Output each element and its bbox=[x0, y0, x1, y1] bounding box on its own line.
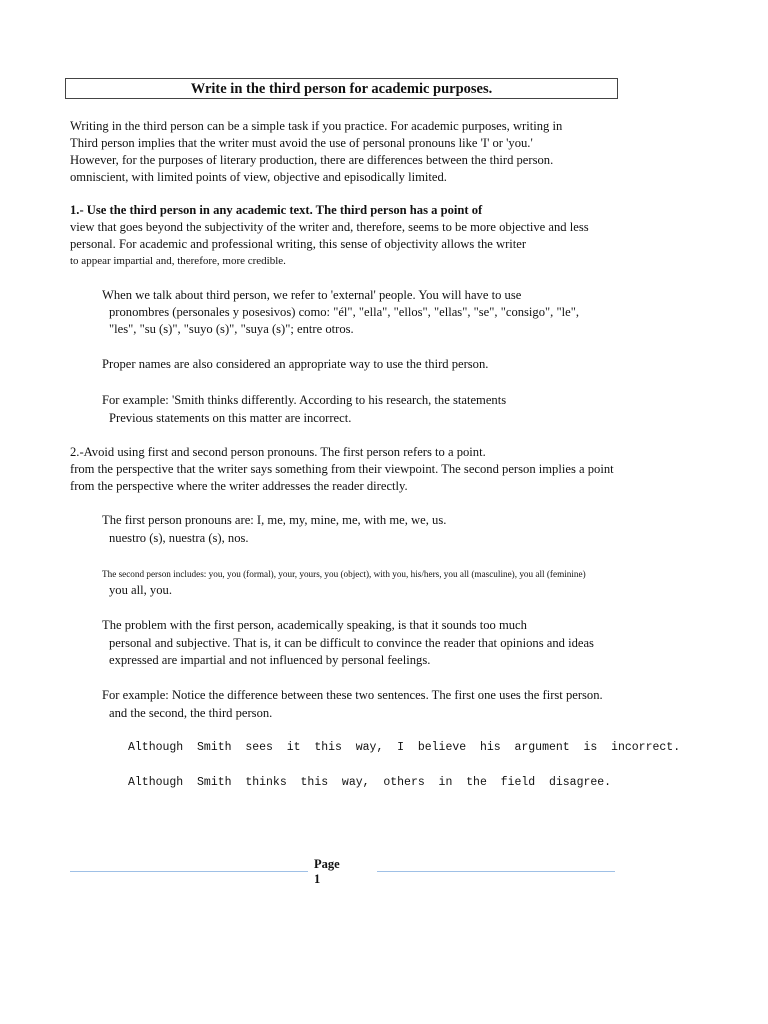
bullet-item bbox=[90, 392, 690, 409]
bullet-continuation: personal and subjective. That is, it can be difficult to convince the reader that opinions and ideas bbox=[109, 636, 594, 650]
bullet-text: The problem with the first person, academically speaking, is that it sounds too much bbox=[102, 618, 527, 632]
bullet-item bbox=[90, 512, 690, 529]
section-1-line: view that goes beyond the subjectivity of the writer and, therefore, seems to be more objective and less bbox=[70, 220, 589, 234]
bullet-continuation: nuestro (s), nuestra (s), nos. bbox=[109, 531, 249, 545]
example-sentence-third-person: Although Smith thinks this way, others in the field disagree. bbox=[128, 776, 612, 789]
bullet-text: For example: Notice the difference between these two sentences. The first one uses the first person. bbox=[102, 688, 603, 702]
example-sentence-first-person: Although Smith sees it this way, I believe his argument is incorrect. bbox=[128, 741, 681, 754]
intro-line: Writing in the third person can be a simple task if you practice. For academic purposes, writing in bbox=[70, 119, 563, 133]
intro-line: Third person implies that the writer must avoid the use of personal pronouns like 'I' or 'you.' bbox=[70, 136, 533, 150]
bullet-continuation: Previous statements on this matter are incorrect. bbox=[109, 411, 352, 425]
bullet-item bbox=[90, 687, 690, 704]
page-label: Page bbox=[314, 857, 340, 871]
bullet-continuation: "les", "su (s)", "suyo (s)", "suya (s)"; entre otros. bbox=[109, 322, 354, 336]
bullet-text: The first person pronouns are: I, me, my, mine, me, with me, we, us. bbox=[102, 513, 447, 527]
bullet-item bbox=[90, 566, 690, 583]
intro-line: omniscient, with limited points of view, objective and episodically limited. bbox=[70, 170, 447, 184]
bullet-text: For example: 'Smith thinks differently. According to his research, the statements bbox=[102, 393, 507, 407]
bullet-item bbox=[90, 356, 690, 373]
section-1-line: personal. For academic and professional writing, this sense of objectivity allows the writer bbox=[70, 237, 527, 251]
bullet-continuation: and the second, the third person. bbox=[109, 706, 273, 720]
intro-line: However, for the purposes of literary production, there are differences between the third person. bbox=[70, 153, 554, 167]
bullet-text: When we talk about third person, we refer to 'external' people. You will have to use bbox=[102, 288, 522, 302]
page-number bbox=[314, 857, 340, 887]
footer-rule-right bbox=[377, 871, 615, 872]
section-1-heading: 1.- Use the third person in any academic text. The third person has a point of bbox=[70, 203, 483, 217]
bullet-continuation: pronombres (personales y posesivos) como: "él", "ella", "ellos", "ellas", "se", "consigo", "le", bbox=[109, 305, 579, 319]
section-2-line: from the perspective where the writer addresses the reader directly. bbox=[70, 479, 408, 493]
section-2-line: 2.-Avoid using first and second person pronouns. The first person refers to a point. bbox=[70, 445, 486, 459]
page-number-value: 1 bbox=[314, 872, 321, 886]
bullet-item bbox=[90, 287, 690, 304]
page-title: Write in the third person for academic purposes. bbox=[65, 78, 618, 99]
bullet-text: Proper names are also considered an appropriate way to use the third person. bbox=[102, 357, 489, 371]
footer-rule-left bbox=[70, 871, 308, 872]
bullet-continuation: you all, you. bbox=[109, 583, 172, 597]
bullet-item bbox=[90, 617, 690, 634]
bullet-text: The second person includes: you, you (formal), your, yours, you (object), with you, his/hers, you all (masculine), you all (feminine) bbox=[102, 569, 586, 579]
bullet-continuation: expressed are impartial and not influenced by personal feelings. bbox=[109, 653, 431, 667]
section-2-line: from the perspective that the writer says something from their viewpoint. The second person implies a point bbox=[70, 462, 614, 476]
section-1-line: to appear impartial and, therefore, more credible. bbox=[70, 255, 286, 267]
